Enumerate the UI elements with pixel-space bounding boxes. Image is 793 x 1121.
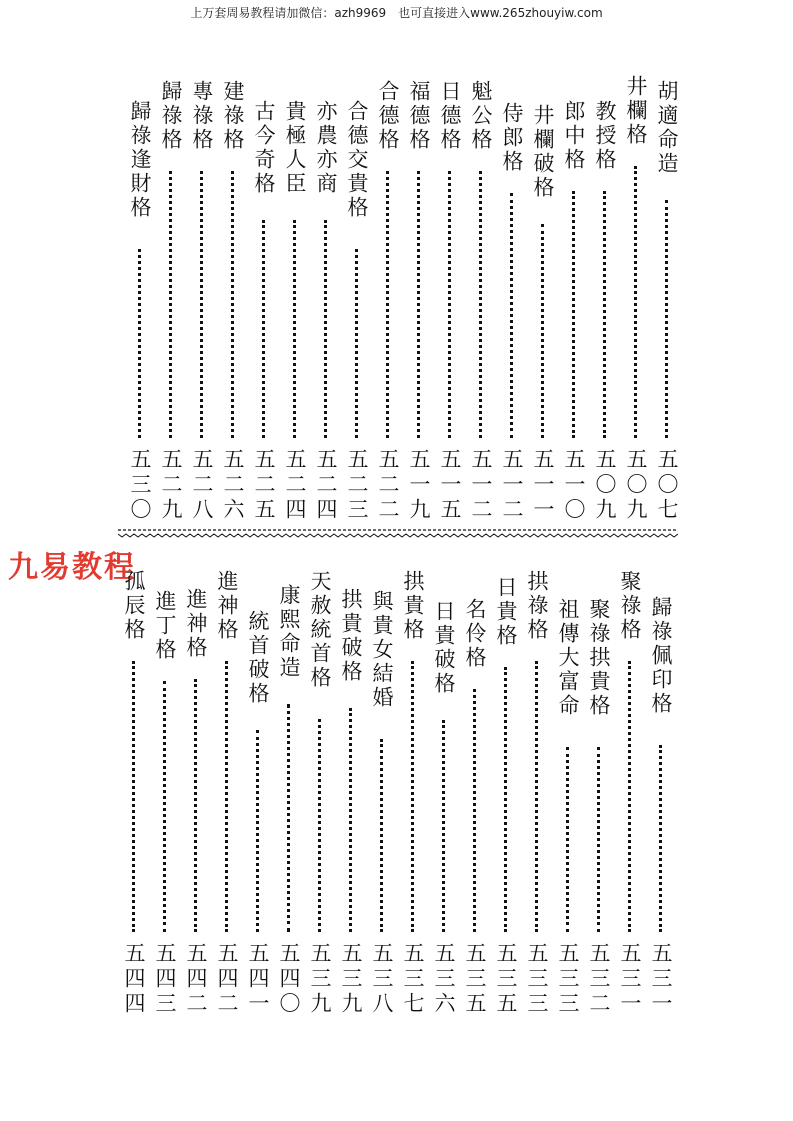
toc-entry (400, 570, 426, 1015)
toc-entry-page-number: 五一二 (469, 448, 493, 523)
toc-entry (406, 80, 432, 523)
toc-entry (158, 80, 184, 523)
leader-dots (628, 661, 631, 932)
toc-entry (561, 80, 587, 523)
toc-entry-title: 與貴女結婚 (370, 590, 394, 710)
toc-entry-title: 康熙命造 (277, 584, 301, 680)
toc-entry (214, 570, 240, 1015)
leader-dots (634, 166, 637, 438)
toc-entry-page-number: 五三五 (463, 942, 487, 1017)
toc-entry (431, 570, 457, 1015)
leader-dots (231, 171, 234, 438)
leader-dots (479, 171, 482, 438)
toc-entry-page-number: 五二二 (376, 448, 400, 523)
toc-entry (251, 80, 277, 523)
toc-entry-title: 郎中格 (562, 100, 586, 172)
toc-entry-title: 歸祿佩印格 (649, 596, 673, 716)
toc-entry (375, 80, 401, 523)
leader-dots (386, 171, 389, 438)
toc-entry-page-number: 五二四 (314, 448, 338, 523)
leader-dots (287, 704, 290, 932)
toc-entry-title: 井欄破格 (531, 104, 555, 200)
leader-dots (293, 220, 296, 438)
toc-entry-title: 拱貴格 (401, 570, 425, 642)
toc-entry (276, 570, 302, 1015)
leader-dots (138, 249, 141, 438)
leader-dots (659, 745, 662, 932)
leader-dots (442, 720, 445, 932)
leader-dots (566, 747, 569, 932)
toc-entry-title: 福德格 (407, 80, 431, 152)
toc-entry (617, 570, 643, 1015)
toc-entry-title: 古今奇格 (252, 100, 276, 196)
toc-entry (493, 570, 519, 1015)
toc-entry-title: 拱祿格 (525, 570, 549, 642)
toc-entry-page-number: 五二四 (283, 448, 307, 523)
toc-entry-title: 合德格 (376, 80, 400, 152)
toc-entry-title: 天赦統首格 (308, 570, 332, 690)
toc-entry (468, 80, 494, 523)
toc-entry-title: 歸祿格 (159, 80, 183, 152)
leader-dots (504, 667, 507, 932)
toc-entry-page-number: 五三八 (370, 942, 394, 1017)
toc-entry (307, 570, 333, 1015)
toc-entry-page-number: 五二八 (190, 448, 214, 523)
toc-entry (152, 570, 178, 1015)
toc-entry-title: 亦農亦商 (314, 100, 338, 196)
toc-entry-title: 孤辰格 (122, 570, 146, 642)
leader-dots (603, 191, 606, 438)
toc-entry-page-number: 五四三 (153, 942, 177, 1017)
toc-entry-page-number: 五三一 (618, 942, 642, 1017)
toc-entry (586, 570, 612, 1015)
toc-entry (220, 80, 246, 523)
toc-entry-page-number: 五〇九 (624, 448, 648, 523)
toc-entry-title: 日貴破格 (432, 600, 456, 696)
leader-dots (355, 249, 358, 438)
leader-dots (535, 661, 538, 932)
toc-entry-page-number: 五二五 (252, 448, 276, 523)
leader-dots (324, 220, 327, 438)
toc-entry-page-number: 五一〇 (562, 448, 586, 523)
leader-dots (169, 171, 172, 438)
toc-entry-page-number: 五四〇 (277, 942, 301, 1017)
toc-entry-title: 建祿格 (221, 80, 245, 152)
toc-entry (245, 570, 271, 1015)
section-divider (118, 526, 678, 538)
toc-entry-page-number: 五二九 (159, 448, 183, 523)
toc-entry-page-number: 五四二 (184, 942, 208, 1017)
toc-entry-title: 侍郎格 (500, 102, 524, 174)
toc-entry-title: 名伶格 (463, 598, 487, 670)
toc-entry (344, 80, 370, 523)
leader-dots (572, 191, 575, 438)
leader-dots (380, 739, 383, 932)
watermark-text: 九易教程 (8, 550, 136, 585)
toc-entry-page-number: 五三九 (339, 942, 363, 1017)
toc-entry-title: 魁公格 (469, 80, 493, 152)
leader-dots (473, 689, 476, 932)
toc-entry-page-number: 五三五 (494, 942, 518, 1017)
toc-entry-page-number: 五一五 (438, 448, 462, 523)
toc-entry-title: 井欄格 (624, 75, 648, 147)
toc-entry-title: 聚祿拱貴格 (587, 598, 611, 718)
leader-dots (256, 730, 259, 932)
leader-dots (411, 661, 414, 932)
toc-entry-page-number: 五三六 (432, 942, 456, 1017)
leader-dots (417, 171, 420, 438)
toc-entry-page-number: 五三七 (401, 942, 425, 1017)
toc-entry-page-number: 五三〇 (128, 448, 152, 523)
toc-entry-title: 日貴格 (494, 576, 518, 648)
toc-upper-section (0, 75, 793, 523)
toc-entry (555, 570, 581, 1015)
toc-entry-title: 專祿格 (190, 80, 214, 152)
toc-entry-page-number: 五三一 (649, 942, 673, 1017)
toc-entry-title: 歸祿逢財格 (128, 100, 152, 220)
leader-dots (132, 661, 135, 932)
toc-entry (437, 80, 463, 523)
toc-entry-title: 進神格 (184, 588, 208, 660)
toc-entry (127, 80, 153, 523)
leader-dots (225, 661, 228, 932)
toc-entry (462, 570, 488, 1015)
toc-entry-title: 拱貴破格 (339, 588, 363, 684)
toc-entry-page-number: 五二六 (221, 448, 245, 523)
leader-dots (163, 681, 166, 932)
leader-dots (200, 171, 203, 438)
toc-entry-page-number: 五一一 (531, 448, 555, 523)
toc-entry (282, 80, 308, 523)
toc-entry (648, 570, 674, 1015)
leader-dots (665, 200, 668, 438)
toc-entry-page-number: 五〇七 (655, 448, 679, 523)
toc-entry-page-number: 五四一 (246, 942, 270, 1017)
toc-entry (369, 570, 395, 1015)
leader-dots (541, 224, 544, 438)
toc-entry-page-number: 五二三 (345, 448, 369, 523)
leader-dots (597, 747, 600, 932)
toc-entry-title: 合德交貴格 (345, 100, 369, 220)
toc-entry-title: 祖傳大富命 (556, 598, 580, 718)
toc-entry-page-number: 五一九 (407, 448, 431, 523)
toc-entry-title: 胡適命造 (655, 80, 679, 176)
toc-entry-title: 進神格 (215, 570, 239, 642)
toc-entry-page-number: 五三二 (587, 942, 611, 1017)
toc-entry (121, 570, 147, 1015)
toc-entry-page-number: 五三三 (525, 942, 549, 1017)
toc-entry-page-number: 五三三 (556, 942, 580, 1017)
page-header: 上万套周易教程请加微信：azh9969 也可直接进入www.265zhouyiw.com (190, 6, 603, 20)
toc-entry (654, 80, 680, 523)
leader-dots (510, 193, 513, 438)
toc-entry-title: 統首破格 (246, 610, 270, 706)
toc-entry-page-number: 五四四 (122, 942, 146, 1017)
toc-entry (623, 75, 649, 523)
toc-entry-title: 教授格 (593, 100, 617, 172)
toc-entry (592, 80, 618, 523)
toc-entry (189, 80, 215, 523)
toc-entry-page-number: 五〇九 (593, 448, 617, 523)
leader-dots (194, 679, 197, 932)
leader-dots (262, 220, 265, 438)
toc-entry (530, 80, 556, 523)
leader-dots (448, 171, 451, 438)
toc-entry-title: 聚祿格 (618, 570, 642, 642)
toc-entry (183, 570, 209, 1015)
toc-entry-page-number: 五一二 (500, 448, 524, 523)
leader-dots (318, 719, 321, 932)
toc-entry (338, 570, 364, 1015)
toc-entry-title: 進丁格 (153, 590, 177, 662)
toc-entry-page-number: 五四二 (215, 942, 239, 1017)
toc-lower-section (0, 570, 793, 1015)
toc-entry-title: 貴極人臣 (283, 100, 307, 196)
toc-entry (524, 570, 550, 1015)
toc-entry-page-number: 五三九 (308, 942, 332, 1017)
leader-dots (349, 708, 352, 932)
toc-entry (313, 80, 339, 523)
toc-entry (499, 80, 525, 523)
toc-entry-title: 日德格 (438, 80, 462, 152)
